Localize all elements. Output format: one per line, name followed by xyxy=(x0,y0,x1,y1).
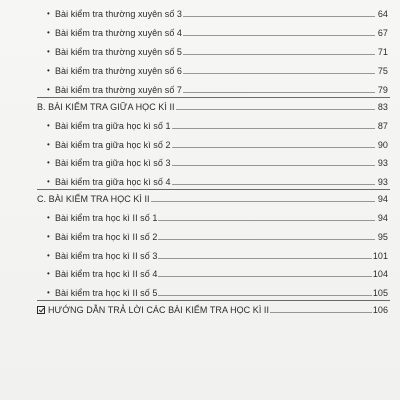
toc-entry-page: 106 xyxy=(372,305,388,315)
dot-leader xyxy=(172,165,375,166)
bullet-icon: • xyxy=(47,213,50,222)
toc-entry-label: Bài kiểm tra học kì II số 5 xyxy=(55,288,158,298)
section-divider xyxy=(37,300,390,301)
toc-entry-page: 93 xyxy=(377,158,388,168)
toc-section-b[interactable] xyxy=(37,100,388,112)
toc-entry[interactable] xyxy=(47,230,388,242)
bullet-icon: • xyxy=(47,232,50,241)
toc-entry-label: Bài kiểm tra học kì II số 3 xyxy=(55,251,158,261)
bullet-icon: • xyxy=(47,121,50,130)
dot-leader xyxy=(183,92,375,93)
toc-entry-page: 83 xyxy=(377,102,388,112)
toc-entry-page: 105 xyxy=(372,288,388,298)
bullet-icon: • xyxy=(47,269,50,278)
bullet-icon: • xyxy=(47,47,50,56)
dot-leader xyxy=(158,258,371,259)
toc-entry[interactable] xyxy=(47,249,388,261)
toc-entry-label: Bài kiểm tra thường xuyên số 5 xyxy=(55,47,182,57)
dot-leader xyxy=(270,312,372,313)
toc-section-c[interactable] xyxy=(37,192,388,204)
toc-section-label: C. BÀI KIỂM TRA HỌC KÌ II xyxy=(37,194,150,204)
toc-entry[interactable] xyxy=(47,267,388,279)
toc-entry-page: 64 xyxy=(377,9,388,19)
toc-section-label: B. BÀI KIỂM TRA GIỮA HỌC KÌ II xyxy=(37,102,175,112)
dot-leader xyxy=(176,109,375,110)
toc-entry-label: Bài kiểm tra giữa học kì số 2 xyxy=(55,140,171,150)
toc-answers[interactable] xyxy=(37,303,388,315)
dot-leader xyxy=(158,239,375,240)
toc-section-label: HƯỚNG DẪN TRẢ LỜI CÁC BÀI KIỂM TRA HỌC KÌ II xyxy=(48,305,270,315)
toc-entry-page: 93 xyxy=(377,177,388,187)
toc-entry[interactable] xyxy=(47,156,388,168)
toc-entry-label: Bài kiểm tra thường xuyên số 6 xyxy=(55,66,182,76)
toc-entry[interactable] xyxy=(47,26,388,38)
bullet-icon: • xyxy=(47,177,50,186)
toc-entry-page: 101 xyxy=(372,251,388,261)
toc-entry-page: 94 xyxy=(377,213,388,223)
toc-entry[interactable] xyxy=(47,138,388,150)
toc-entry[interactable] xyxy=(47,211,388,223)
toc-entry-label: Bài kiểm tra giữa học kì số 3 xyxy=(55,158,171,168)
dot-leader xyxy=(183,16,375,17)
dot-leader xyxy=(183,73,375,74)
toc-entry-page: 90 xyxy=(377,140,388,150)
toc-entry-label: Bài kiểm tra thường xuyên số 3 xyxy=(55,9,182,19)
toc-entry[interactable] xyxy=(47,175,388,187)
toc-entry[interactable] xyxy=(47,286,388,298)
dot-leader xyxy=(183,54,375,55)
dot-leader xyxy=(183,35,375,36)
toc-entry[interactable] xyxy=(47,45,388,57)
toc-entry[interactable] xyxy=(47,83,388,95)
toc-entry-label: Bài kiểm tra giữa học kì số 1 xyxy=(55,121,171,131)
toc-entry-label: Bài kiểm tra thường xuyên số 4 xyxy=(55,28,182,38)
toc-entry-page: 87 xyxy=(377,121,388,131)
checkbox-icon xyxy=(37,306,45,314)
toc-entry-label: Bài kiểm tra học kì II số 2 xyxy=(55,232,158,242)
bullet-icon: • xyxy=(47,140,50,149)
dot-leader xyxy=(158,276,371,277)
toc-entry-page: 104 xyxy=(372,269,388,279)
toc-entry[interactable] xyxy=(47,7,388,19)
toc-entry-page: 67 xyxy=(377,28,388,38)
toc-entry-label: Bài kiểm tra học kì II số 1 xyxy=(55,213,158,223)
toc-entry-page: 75 xyxy=(377,66,388,76)
toc-entry-page: 79 xyxy=(377,85,388,95)
toc-entry-page: 95 xyxy=(377,232,388,242)
dot-leader xyxy=(158,295,371,296)
toc-entry[interactable] xyxy=(47,64,388,76)
toc-entry-label: Bài kiểm tra học kì II số 4 xyxy=(55,269,158,279)
toc-entry-label: Bài kiểm tra thường xuyên số 7 xyxy=(55,85,182,95)
bullet-icon: • xyxy=(47,288,50,297)
bullet-icon: • xyxy=(47,85,50,94)
toc-entry-page: 71 xyxy=(377,47,388,57)
toc-entry[interactable] xyxy=(47,119,388,131)
bullet-icon: • xyxy=(47,28,50,37)
section-divider xyxy=(37,97,390,98)
dot-leader xyxy=(158,220,375,221)
bullet-icon: • xyxy=(47,66,50,75)
toc-entry-page: 94 xyxy=(377,194,388,204)
dot-leader xyxy=(172,128,375,129)
section-divider xyxy=(37,189,390,190)
bullet-icon: • xyxy=(47,251,50,260)
toc-entry-label: Bài kiểm tra giữa học kì số 4 xyxy=(55,177,171,187)
dot-leader xyxy=(151,201,375,202)
bullet-icon: • xyxy=(47,9,50,18)
dot-leader xyxy=(172,147,375,148)
bullet-icon: • xyxy=(47,158,50,167)
dot-leader xyxy=(172,184,375,185)
